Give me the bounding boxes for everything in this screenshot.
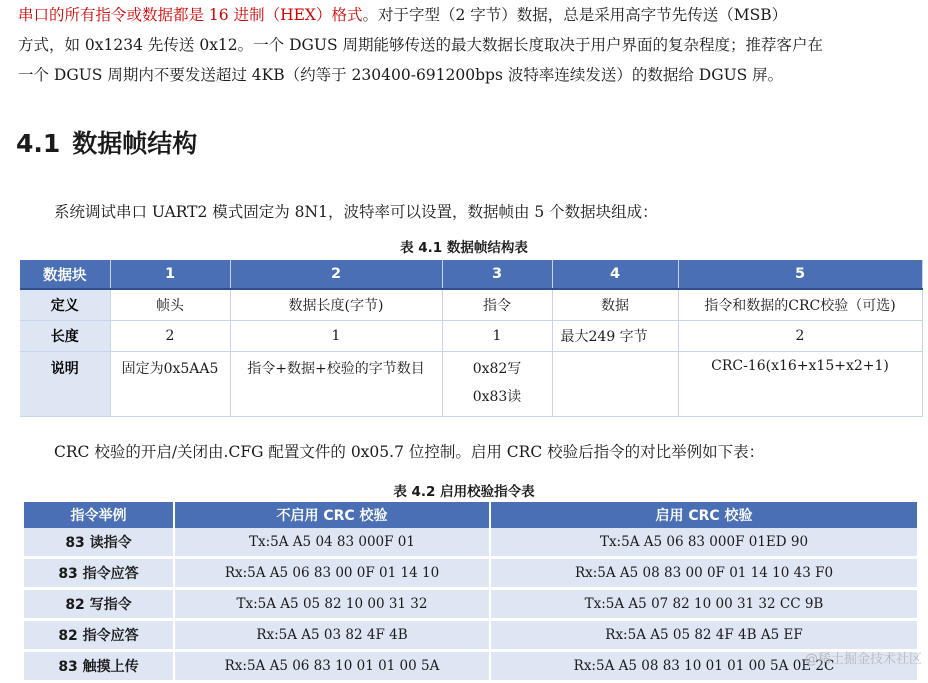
table-header-cell: 3 [442,260,552,289]
intro-line-2: 方式，如 0x1234 先传送 0x12。一个 DGUS 周期能够传送的最大数据长度取决于用户界面的复杂程度；推荐客户在 [18,36,824,54]
table-cell: 帧头 [110,289,230,321]
table-cell: 指令+数据+校验的字节数目 [230,352,442,417]
section-intro: 系统调试串口 UART2 模式固定为 8N1，波特率可以设置，数据帧由 5 个数据块组成： [54,203,658,221]
crc-intro: CRC 校验的开启/关闭由.CFG 配置文件的 0x05.7 位控制。启用 CRC 校验后指令的对比举例如下表： [54,443,765,461]
cmd-read: 0x83读 [472,389,522,405]
table-cell: 数据长度(字节) [230,289,442,321]
table-row [24,558,918,589]
table-cell: 固定为0x5AA5 [110,352,230,417]
cmd-write: 0x82写 [472,361,522,377]
table-cell: 1 [230,321,442,352]
table-row [24,528,918,558]
row-label: 82 写指令 [24,589,174,620]
table-cell: 指令和数据的CRC校验（可选) [678,289,922,321]
table-cell: Rx:5A A5 05 82 4F 4B A5 EF [490,620,918,651]
table-cell: Rx:5A A5 06 83 00 0F 01 14 10 [174,558,490,589]
row-label: 82 指令应答 [24,620,174,651]
table-cell: Tx:5A A5 04 83 000F 01 [174,528,490,558]
section-heading [16,124,197,160]
intro-line-1-rest: 。对于字型（2 字节）数据，总是采用高字节先传送（MSB） [362,6,788,24]
table-cell [442,352,552,417]
hex-format-emphasis: 串口的所有指令或数据都是 16 进制（HEX）格式 [18,6,363,24]
table-header-row [20,260,922,289]
intro-line-3: 一个 DGUS 周期内不要发送超过 4KB（约等于 230400-691200bps 波特率连续发送）的数据给 DGUS 屏。 [18,66,784,84]
table-row [20,321,922,352]
table2-caption: 表 4.2 启用校验指令表 [393,484,535,500]
table-cell [552,352,678,417]
table-row [20,289,922,321]
table-row [24,589,918,620]
table-cell: 2 [678,321,922,352]
frame-structure-table [20,260,923,417]
table-header-cell: 数据块 [20,260,110,289]
row-label: 定义 [20,289,110,321]
row-label: 说明 [20,352,110,417]
row-label: 83 触摸上传 [24,651,174,682]
table-header-cell: 1 [110,260,230,289]
table-cell: 数据 [552,289,678,321]
table-cell: 最大249 字节 [552,321,678,352]
section-number: 4.1 [16,129,61,158]
watermark: @稀土掘金技术社区 [804,652,922,667]
table-header-cell: 2 [230,260,442,289]
crc-command-table [24,502,919,683]
table-header-cell: 指令举例 [24,502,174,528]
table-cell: 2 [110,321,230,352]
table-header-row [24,502,918,528]
table-cell: Tx:5A A5 07 82 10 00 31 32 CC 9B [490,589,918,620]
table-row [20,352,922,417]
row-label: 83 指令应答 [24,558,174,589]
table-row [24,620,918,651]
row-label: 83 读指令 [24,528,174,558]
table1-caption: 表 4.1 数据帧结构表 [400,240,528,256]
table-cell: 指令 [442,289,552,321]
table-header-cell: 4 [552,260,678,289]
table-cell: Rx:5A A5 08 83 00 0F 01 14 10 43 F0 [490,558,918,589]
table-cell: 1 [442,321,552,352]
table-cell: Tx:5A A5 06 83 000F 01ED 90 [490,528,918,558]
intro-line-1 [18,0,918,30]
table-header-cell: 不启用 CRC 校验 [174,502,490,528]
table-cell: Rx:5A A5 08 83 10 01 01 00 5A 0E 2C [490,651,918,682]
table-header-cell: 5 [678,260,922,289]
table-header-cell: 启用 CRC 校验 [490,502,918,528]
section-title: 数据帧结构 [72,129,198,158]
row-label: 长度 [20,321,110,352]
table-cell: CRC-16(x16+x15+x2+1) [678,352,922,417]
table-row [24,651,918,682]
table-cell: Rx:5A A5 03 82 4F 4B [174,620,490,651]
table-cell: Tx:5A A5 05 82 10 00 31 32 [174,589,490,620]
table-cell: Rx:5A A5 06 83 10 01 01 00 5A [174,651,490,682]
